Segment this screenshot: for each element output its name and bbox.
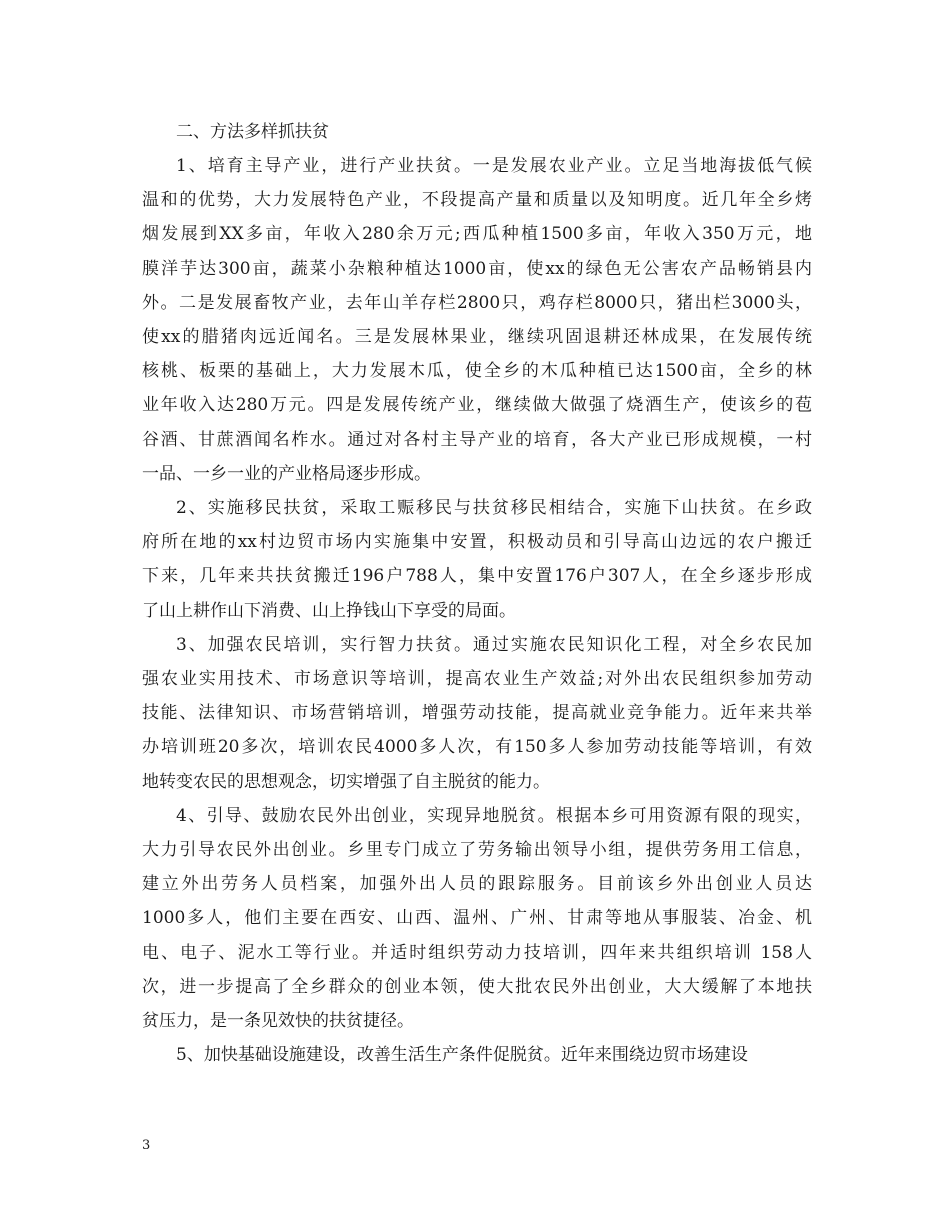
paragraph-line: 膜洋芋达300亩，蔬菜小杂粮种植达1000亩，使xx的绿色无公害农产品畅销县内 (142, 258, 812, 279)
paragraph-line: 地转变农民的思想观念，切实增强了自主脱贫的能力。 (142, 771, 550, 792)
paragraph-line: 烟发展到XX多亩，年收入280余万元;西瓜种植1500多亩，年收入350万元，地 (142, 224, 812, 245)
paragraph-2 (142, 491, 812, 628)
paragraph-line: 谷酒、甘蔗酒闻名柞水。通过对各村主导产业的培育，各大产业已形成规模，一村 (142, 429, 812, 450)
paragraph-line: 下来，几年来共扶贫搬迁196户788人，集中安置176户307人，在全乡逐步形成 (142, 566, 812, 587)
paragraph-line: 了山上耕作山下消费、山上挣钱山下享受的局面。 (142, 600, 516, 621)
paragraph-line: 电、电子、泥水工等行业。并适时组织劳动力技培训，四年来共组织培训 158人 (142, 942, 812, 963)
paragraph-line: 使xx的腊猪肉远近闻名。三是发展林果业，继续巩固退耕还林成果，在发展传统 (142, 327, 812, 348)
paragraph-line: 核桃、板栗的基础上，大力发展木瓜，使全乡的木瓜种植已达1500亩，全乡的林 (142, 361, 812, 382)
paragraph-line: 府所在地的xx村边贸市场内实施集中安置，积极动员和引导高山边远的农户搬迁 (142, 532, 812, 553)
paragraph-line: 一品、一乡一业的产业格局逐步形成。 (142, 463, 431, 484)
paragraph-line: 建立外出劳务人员档案，加强外出人员的跟踪服务。目前该乡外出创业人员达 (142, 874, 812, 895)
paragraph-line: 2、实施移民扶贫，采取工赈移民与扶贫移民相结合，实施下山扶贫。在乡政 (176, 498, 812, 519)
paragraph-line: 温和的优势，大力发展特色产业，不段提高产量和质量以及知明度。近几年全乡烤 (142, 190, 812, 211)
paragraph-line: 1000多人，他们主要在西安、山西、温州、广州、甘肃等地从事服装、冶金、机 (142, 908, 812, 929)
page-number: 3 (142, 1138, 151, 1153)
paragraph-4 (142, 799, 812, 1038)
paragraph-list (142, 149, 812, 1072)
paragraph-line: 业年收入达280万元。四是发展传统产业，继续做大做强了烧酒生产，使该乡的苞 (142, 395, 812, 416)
paragraph-line: 5、加快基础设施建设，改善生活生产条件促脱贫。近年来围绕边贸市场建设 (176, 1045, 748, 1066)
paragraph-line: 1、培育主导产业，进行产业扶贫。一是发展农业产业。立足当地海拔低气候 (176, 156, 812, 176)
document-body (142, 115, 812, 1072)
paragraph-line: 贫压力，是一条见效快的扶贫捷径。 (142, 1011, 414, 1032)
paragraph-1 (142, 149, 812, 491)
paragraph-line: 技能、法律知识、市场营销培训，增强劳动技能，提高就业竞争能力。近年来共举 (142, 703, 812, 724)
paragraph-line: 4、引导、鼓励农民外出创业，实现异地脱贫。根据本乡可用资源有限的现实， (176, 805, 812, 826)
paragraph-line: 3、加强农民培训，实行智力扶贫。通过实施农民知识化工程，对全乡农民加 (176, 634, 812, 655)
section-heading: 二、方法多样抓扶贫 (176, 122, 329, 142)
paragraph-line: 外。二是发展畜牧产业，去年山羊存栏2800只，鸡存栏8000只，猪出栏3000头， (142, 292, 812, 313)
paragraph-line: 大力引导农民外出创业。乡里专门成立了劳务输出领导小组，提供劳务用工信息， (142, 840, 812, 861)
paragraph-line: 办培训班20多次，培训农民4000多人次，有150多人参加劳动技能等培训，有效 (142, 737, 812, 758)
paragraph-line: 强农业实用技术、市场意识等培训，提高农业生产效益;对外出农民组织参加劳动 (142, 669, 812, 690)
paragraph-3 (142, 628, 812, 799)
paragraph-5 (142, 1038, 812, 1072)
paragraph-line: 次，进一步提高了全乡群众的创业本领，使大批农民外出创业，大大缓解了本地扶 (142, 976, 812, 997)
